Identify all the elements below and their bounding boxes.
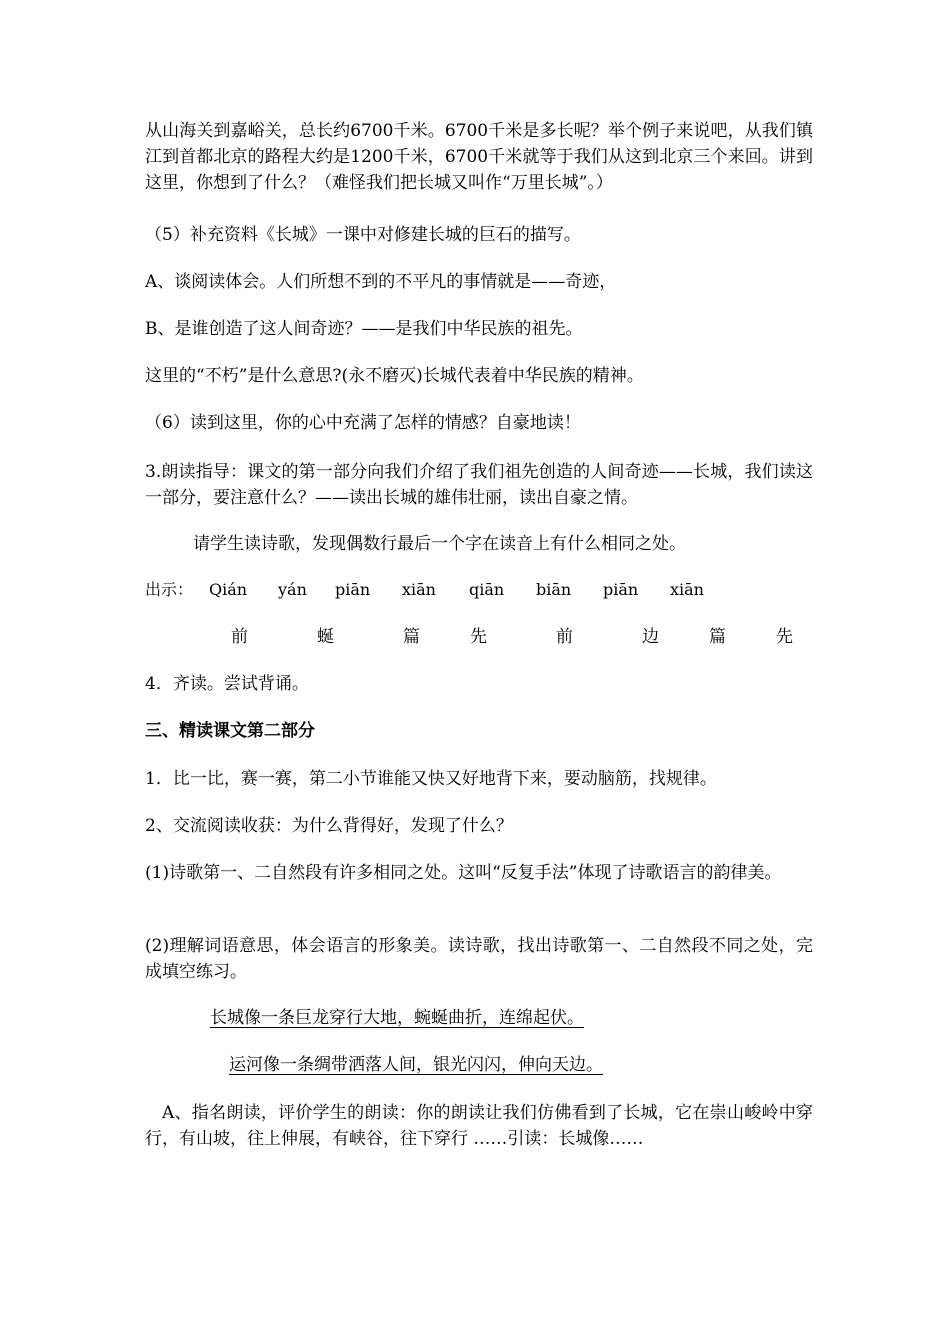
- paragraph-share: 2、交流阅读收获：为什么背得好，发现了什么？: [145, 816, 513, 836]
- paragraph-imagery: (2)理解词语意思，体会语言的形象美。读诗歌，找出诗歌第一、二自然段不同之处，完成填空练习。: [145, 936, 813, 982]
- paragraph-great-wall-length: 从山海关到嘉峪关，总长约6700千米。6700千米是多长呢？举个例子来说吧，从我们镇江到首都北京的路程大约是1200千米，6700千米就等于我们从这到北京三个来回。讲到这里，你想到了什么？（难怪我们把长城又叫作“万里长城”。）: [145, 121, 813, 193]
- hanzi-item: 蜒: [317, 627, 334, 647]
- pinyin-item: biān: [536, 580, 572, 599]
- pinyin-item: Qián: [209, 580, 248, 599]
- pinyin-item: piān: [603, 580, 639, 599]
- paragraph-buxiu: 这里的“不朽”是什么意思?(永不磨灭)长城代表着中华民族的精神。: [145, 366, 644, 386]
- paragraph-item-b: B、是谁创造了这人间奇迹？——是我们中华民族的祖先。: [145, 319, 583, 339]
- hanzi-item: 前: [231, 627, 248, 647]
- pinyin-item: qiān: [469, 580, 505, 599]
- paragraph-recite: 4．齐读。尝试背诵。: [145, 674, 309, 694]
- paragraph-supplement: （5）补充资料《长城》一课中对修建长城的巨石的描写。: [145, 225, 581, 245]
- hanzi-item: 先: [776, 627, 793, 647]
- hanzi-item: 篇: [709, 627, 726, 647]
- hanzi-item: 篇: [403, 627, 420, 647]
- paragraph-repetition: (1)诗歌第一、二自然段有许多相同之处。这叫“反复手法”体现了诗歌语言的韵律美。: [145, 863, 782, 883]
- paragraph-poem-task: 请学生读诗歌，发现偶数行最后一个字在读音上有什么相同之处。: [193, 534, 686, 554]
- hanzi-item: 先: [470, 627, 487, 647]
- pinyin-item: piān: [335, 580, 371, 599]
- paragraph-reading-guide: 3.朗读指导：课文的第一部分向我们介绍了我们祖先创造的人间奇迹——长城，我们读这一部分，要注意什么？——读出长城的雄伟壮丽，读出自豪之情。: [145, 462, 813, 508]
- paragraph-feeling: （6）读到这里，你的心中充满了怎样的情感？自豪地读！: [145, 413, 581, 433]
- sentence-canal: 运河像一条绸带洒落人间，银光闪闪，伸向天边。: [229, 1055, 603, 1075]
- paragraph-item-a: A、谈阅读体会。人们所想不到的不平凡的事情就是——奇迹，: [145, 272, 617, 292]
- pinyin-row: [145, 577, 813, 603]
- section-heading: 三、精读课文第二部分: [145, 721, 315, 741]
- paragraph-read-aloud: A、指名朗读，评价学生的朗读：你的朗读让我们仿佛看到了长城，它在崇山峻岭中穿行，有山坡，往上伸展，有峡谷，往下穿行 ……引读：长城像……: [145, 1103, 813, 1149]
- display-label: 出示：: [145, 580, 194, 599]
- pinyin-item: yán: [278, 580, 307, 599]
- hanzi-item: 边: [642, 627, 659, 647]
- sentence-great-wall: 长城像一条巨龙穿行大地，蜿蜒曲折，连绵起伏。: [210, 1008, 584, 1028]
- paragraph-compete: 1．比一比，赛一赛，第二小节谁能又快又好地背下来，要动脑筋，找规律。: [145, 769, 717, 789]
- hanzi-item: 前: [556, 627, 573, 647]
- hanzi-row: [145, 624, 813, 650]
- pinyin-item: xiān: [670, 580, 704, 599]
- pinyin-item: xiān: [402, 580, 436, 599]
